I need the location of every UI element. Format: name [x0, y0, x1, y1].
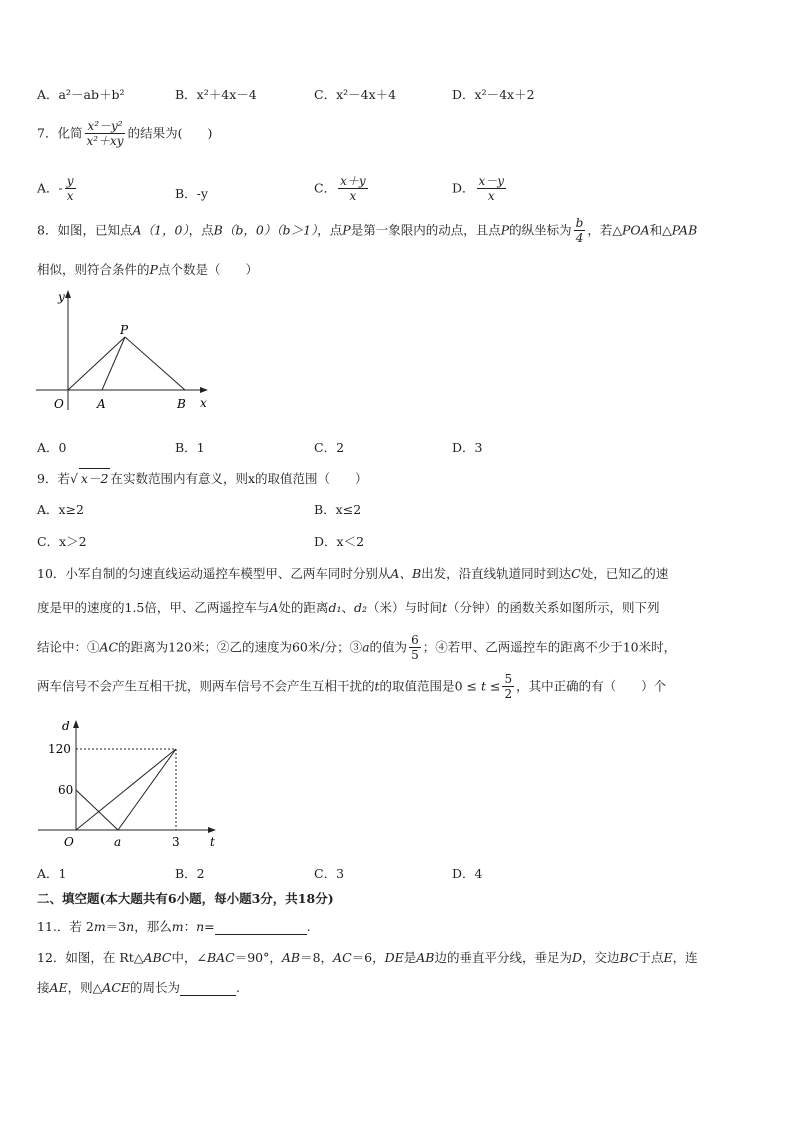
q10-fraction: $\frac{6}{5}$ [411, 633, 419, 663]
q8-question-line2: 相似，则符合条件的P点个数是（ ） [37, 262, 258, 277]
q10-option-b: B．2 [175, 866, 205, 881]
q10-option-a: A．1 [37, 866, 67, 881]
q10-label-60: 60 [58, 783, 74, 797]
q11-answer-blank[interactable] [215, 919, 307, 935]
q10-option-c: C．3 [314, 866, 345, 881]
q8-segment-ap [102, 337, 125, 390]
q7-option-a: A．- $\frac{y}{x}$ [37, 174, 74, 204]
q10-figure [36, 714, 226, 852]
q10-line-d2-first [76, 790, 118, 830]
q8-option-b: B．1 [175, 440, 205, 455]
q9-option-b: B．x≤2 [314, 502, 362, 517]
q9-option-c: C．x＞2 [37, 534, 87, 549]
q6-option-c: C．x²－4x＋4 [314, 87, 397, 102]
q8-label-b: B [177, 397, 186, 411]
q10-label-o: O [64, 835, 74, 849]
q10-question-line1: 10．小军自制的匀速直线运动遥控车模型甲、乙两车同时分别从A、B出发，沿直线轨道同时到达C处，已知乙的速 [37, 566, 669, 581]
q7-option-b: B．-y [175, 186, 208, 201]
q12-question-line1: 12．如图，在 Rt△ABC中，∠BAC＝90°，AB＝8，AC＝6，DE是AB边的垂直平分线，垂足为D，交边BC于点E，连 [37, 950, 698, 965]
q11-question: 11.．若 2m＝3n，那么m：n= . [37, 919, 311, 934]
q8-fraction: $\frac{b}{4}$ [575, 216, 584, 246]
q8-option-c: C．2 [314, 440, 345, 455]
q10-option-d: D．4 [452, 866, 483, 881]
q7-question [37, 119, 212, 149]
q10-label-d: d [62, 719, 70, 733]
q12-question-line2: 接AE，则△ACE的周长为 . [37, 980, 241, 995]
q10-question-line4: 两车信号不会产生互相干扰，则两车信号不会产生互相干扰的t的取值范围是0 ≤ t ≤ $\frac{5}{2}$ ，其中正确的有（ ）个 [37, 672, 667, 702]
q7-suffix: 的结果为( ) [127, 125, 213, 141]
q8-segment-op [68, 337, 125, 390]
q9-question: 9．若√ x－2 在实数范围内有意义，则x的取值范围（ ） [37, 468, 368, 487]
q8-label-x: x [200, 396, 207, 410]
q8-label-o: O [54, 397, 64, 411]
q10-range-fraction: $\frac{5}{2}$ [504, 672, 513, 702]
q8-y-arrow [65, 290, 71, 298]
q9-option-d: D．x＜2 [314, 534, 365, 549]
q8-label-p: P [120, 323, 129, 337]
q8-segment-pb [125, 337, 185, 390]
q10-t-arrow [208, 827, 216, 833]
q10-label-120: 120 [48, 742, 71, 756]
q12-answer-blank[interactable] [180, 980, 236, 996]
q10-question-line3: 结论中：①AC的距离为120米；②乙的速度为60米/分；③a的值为 $\frac{6}{5}$ ；④若甲、乙两遥控车的距离不少于10米时， [37, 633, 677, 663]
q10-d-arrow [73, 720, 79, 728]
q8-label-a: A [97, 397, 106, 411]
q6-option-b: B．x²＋4x－4 [175, 87, 257, 102]
q8-option-d: D．3 [452, 440, 483, 455]
q7-option-c: C． $\frac{x+y}{x}$ [314, 174, 366, 204]
q10-label-3: 3 [172, 835, 180, 849]
q8-option-a: A．0 [37, 440, 67, 455]
q9-radicand: x－2 [79, 468, 111, 487]
q10-label-t: t [210, 835, 215, 849]
q6-option-a: A．a²－ab＋b² [37, 87, 125, 102]
q10-label-a: a [114, 835, 122, 849]
q7-option-d: D． $\frac{x-y}{x}$ [452, 174, 505, 204]
sqrt-sign-icon: √ [69, 471, 78, 486]
q8-figure [36, 285, 216, 415]
q7-fraction: $\frac{\text{x²－y²}}{\text{x²＋xy}}$ [86, 119, 124, 149]
q9-option-a: A．x≥2 [37, 502, 85, 517]
q8-x-arrow [200, 387, 208, 393]
q6-option-d: D．x²－4x＋2 [452, 87, 535, 102]
q7-prefix: 7．化简 [37, 125, 83, 141]
section-heading-fill-in: 二、填空题(本大题共有6小题，每小题3分，共18分) [37, 891, 334, 906]
q8-label-y: y [58, 290, 65, 304]
q8-question-line1: 8．如图，已知点A（1，0），点B（b，0）（b＞1），点P是第一象限内的动点，且点P的纵坐标为 $\frac{b}{4}$ ，若△POA和△PAB [37, 216, 698, 246]
q10-line-d1 [76, 749, 176, 830]
q10-question-line2: 度是甲的速度的1.5倍，甲、乙两遥控车与A处的距离d₁、d₂（米）与时间t（分钟）的函数关系如图所示，则下列 [37, 600, 660, 615]
